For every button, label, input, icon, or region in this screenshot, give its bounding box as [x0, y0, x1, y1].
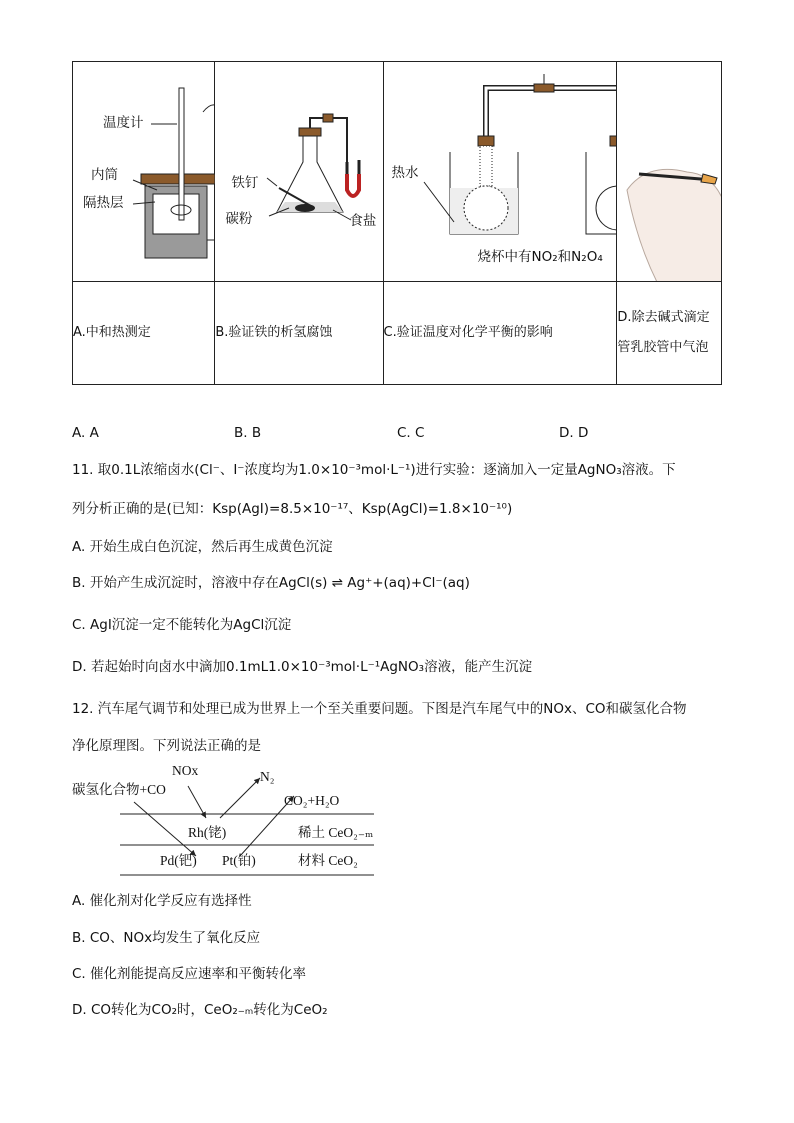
q11-option-d: D. 若起始时向卤水中滴加0.1mL1.0×10⁻³mol·L⁻¹AgNO₃溶液，能产生沉淀: [72, 659, 533, 675]
q10-option-d: D. D: [559, 425, 589, 441]
q12-stem-line1: 12. 汽车尾气调节和处理已成为世界上一个至关重要问题。下图是汽车尾气中的NOx、CO和碳氢化合物: [72, 701, 687, 717]
label-beaker-gases: 烧杯中有NO₂和N₂O₄: [477, 249, 603, 265]
q12-option-b: B. CO、NOx均发生了氧化反应: [72, 930, 261, 946]
q12-option-c: C. 催化剂能提高反应速率和平衡转化率: [72, 966, 307, 982]
q10-option-a: A. A: [72, 425, 99, 441]
label-iron-nail: 铁钉: [231, 175, 259, 191]
diagram-rh-label: Rh(铑): [188, 825, 227, 840]
caption-b: B.验证铁的析氢腐蚀: [215, 282, 383, 385]
q11-option-c: C. AgI沉淀一定不能转化为AgCl沉淀: [72, 617, 292, 633]
cell-d-apparatus: [617, 62, 722, 282]
q11-stem-line1: 11. 取0.1L浓缩卤水(Cl⁻、I⁻浓度均为1.0×10⁻³mol·L⁻¹)进行实验：逐滴加入一定量AgNO₃溶液。下: [72, 462, 676, 478]
cell-a-apparatus: [73, 62, 215, 282]
diagram-nox-label: NOx: [172, 763, 199, 778]
q12-stem-line2: 净化原理图。下列说法正确的是: [72, 738, 261, 754]
label-thermometer: 温度计: [103, 115, 144, 131]
catalyst-diagram: [70, 762, 380, 880]
caption-a: A.中和热测定: [73, 282, 215, 385]
q12-option-d: D. CO转化为CO₂时，CeO₂₋ₘ转化为CeO₂: [72, 1002, 328, 1018]
label-insulation: 隔热层: [83, 195, 124, 211]
diagram-pt-label: Pt(铂): [222, 853, 256, 868]
q11-option-a: A. 开始生成白色沉淀，然后再生成黄色沉淀: [72, 539, 333, 555]
diagram-n2-label: N₂: [260, 769, 275, 784]
caption-d: D.除去碱式滴定管乳胶管中气泡: [617, 282, 722, 385]
q10-option-b: B. B: [234, 425, 262, 441]
cell-b-apparatus: [215, 62, 383, 282]
diagram-material-label: 材料 CeO₂: [298, 853, 358, 868]
caption-c: C.验证温度对化学平衡的影响: [383, 282, 617, 385]
cell-c-apparatus: [383, 62, 617, 282]
label-salt: 食盐: [349, 213, 377, 229]
diagram-pd-label: Pd(钯): [160, 853, 197, 868]
q12-option-a: A. 催化剂对化学反应有选择性: [72, 893, 252, 909]
diagram-rare-earth-label: 稀土 CeO₂₋ₘ: [298, 825, 374, 840]
burette-hand-diagram: [617, 62, 721, 282]
label-inner-cylinder: 内筒: [91, 167, 118, 183]
q11-stem-line2: 列分析正确的是(已知：Ksp(AgI)=8.5×10⁻¹⁷、Ksp(AgCl)=1.8×10⁻¹⁰): [72, 501, 513, 517]
diagram-co2-h2o-label: CO₂+H₂O: [284, 793, 340, 808]
q11-option-b: B. 开始产生成沉淀时，溶液中存在AgCl(s) ⇌ Ag⁺+(aq)+Cl⁻(aq): [72, 575, 470, 591]
label-carbon-powder: 碳粉: [225, 211, 253, 227]
q10-option-c: C. C: [397, 425, 425, 441]
diagram-hydrocarbon-label: 碳氢化合物+CO: [72, 782, 166, 797]
experiment-table: [72, 61, 722, 385]
label-hot-water: 热水: [391, 165, 419, 181]
corrosion-flask-diagram: [215, 62, 383, 282]
